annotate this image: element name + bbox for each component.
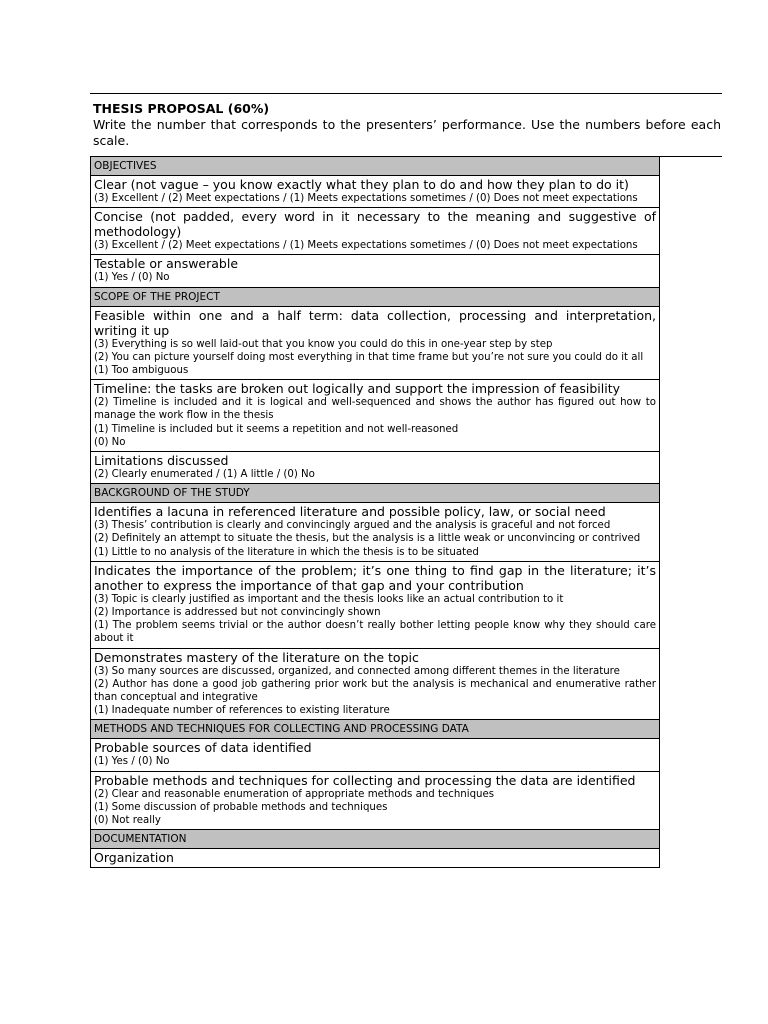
scale-option: (1) Yes / (0) No [94,756,170,768]
section-header-row [91,287,660,306]
criterion-text: Indicates the importance of the problem; it’s one thing to find gap in the literature; it’s another to express the importance of that gap and your contribution [94,562,656,593]
criterion-row [91,771,660,830]
criterion-row [91,452,660,484]
scale-option: (2) Clear and reasonable enumeration of appropriate methods and techniques [94,788,495,800]
rubric-table [90,156,660,868]
scale-option: (1) Inadequate number of references to existing literature [94,705,390,717]
criterion-cell [91,771,660,830]
criterion-text: Probable methods and techniques for collecting and processing the data are identified [94,772,636,788]
header-rule [659,156,722,157]
scale-option: (1) Yes / (0) No [94,272,170,284]
criterion-cell [91,452,660,484]
proposal-instruction: Write the number that corresponds to the presenters’ performance. Use the numbers before each scale. [93,117,721,148]
section-header: OBJECTIVES [91,157,660,176]
criterion-text: Probable sources of data identified [94,740,312,756]
scale-option: (2) You can picture yourself doing most everything in that time frame but you’re not sure you could do it all [94,351,644,363]
criterion-cell [91,176,660,208]
criterion-row [91,503,660,562]
top-rule [90,93,722,94]
criterion-row [91,176,660,208]
criterion-cell [91,648,660,720]
criterion-text: Feasible within one and a half term: data collection, processing and interpretation, writing it up [94,307,656,338]
scale-option: (1) Some discussion of probable methods and techniques [94,801,388,813]
scale-option: (3) Thesis’ contribution is clearly and convincingly argued and the analysis is graceful and not forced [94,520,611,532]
criterion-text: Demonstrates mastery of the literature on the topic [94,649,419,665]
criterion-cell [91,208,660,255]
criterion-row [91,255,660,287]
criterion-text: Clear (not vague – you know exactly what they plan to do and how they plan to do it) [94,177,629,192]
criterion-row [91,380,660,452]
section-header-row [91,157,660,176]
criterion-text: Testable or answerable [94,256,239,272]
criterion-row [91,208,660,255]
criterion-text: Concise (not padded, every word in it necessary to the meaning and suggestive of methodology) [94,209,656,240]
scale-option: (1) The problem seems trivial or the author doesn’t really bother letting people know why they should care about it [94,620,656,645]
criterion-row [91,306,660,380]
criterion-row [91,648,660,720]
proposal-header [93,101,721,149]
section-header: METHODS AND TECHNIQUES FOR COLLECTING AND PROCESSING DATA [91,720,660,739]
criterion-cell [91,255,660,287]
criterion-cell [91,849,660,868]
scale-option: (3) Excellent / (2) Meet expectations / (1) Meets expectations sometimes / (0) Does not meet expectations [94,193,638,204]
scale-option: (2) Timeline is included and it is logical and well-sequenced and shows the author has figured out how to manage the work flow in the thesis [94,397,656,422]
scale-option: (1) Timeline is included but it seems a repetition and not well-reasoned [94,423,459,435]
scale-option: (2) Definitely an attempt to situate the thesis, but the analysis is a little weak or unconvincing or contrived [94,533,641,545]
criterion-cell [91,739,660,771]
section-header: DOCUMENTATION [91,830,660,849]
criterion-cell [91,306,660,380]
scale-option: (2) Importance is addressed but not convincingly shown [94,607,381,619]
criterion-text: Organization [94,850,174,866]
scale-option: (1) Little to no analysis of the literature in which the thesis is to be situated [94,546,479,558]
scale-option: (2) Author has done a good job gathering prior work but the analysis is mechanical and enumerative rather than conceptual and integrative [94,678,656,704]
scale-option: (3) Topic is clearly justified as important and the thesis looks like an actual contribution to it [94,593,564,605]
scale-option: (2) Clearly enumerated / (1) A little / (0) No [94,469,315,481]
criterion-row [91,739,660,771]
section-header-row [91,830,660,849]
section-header-row [91,484,660,503]
scale-option: (3) So many sources are discussed, organized, and connected among different themes in the literature [94,665,620,677]
scale-option: (3) Excellent / (2) Meet expectations / (1) Meets expectations sometimes / (0) Does not meet expectations [94,240,638,252]
criterion-row [91,561,660,648]
rubric-body [91,157,660,868]
section-header: BACKGROUND OF THE STUDY [91,484,660,503]
criterion-cell [91,380,660,452]
criterion-row [91,849,660,868]
scale-option: (3) Everything is so well laid-out that you know you could do this in one-year step by step [94,338,553,350]
criterion-cell [91,503,660,562]
section-header-row [91,720,660,739]
criterion-text: Timeline: the tasks are broken out logically and support the impression of feasibility [94,381,620,397]
scale-option: (0) No [94,436,126,448]
section-header: SCOPE OF THE PROJECT [91,287,660,306]
criterion-cell [91,561,660,648]
criterion-text: Limitations discussed [94,453,229,469]
scale-option: (1) Too ambiguous [94,365,189,377]
criterion-text: Identifies a lacuna in referenced literature and possible policy, law, or social need [94,504,606,520]
proposal-title: THESIS PROPOSAL (60%) [93,101,270,116]
scale-option: (0) Not really [94,815,161,827]
